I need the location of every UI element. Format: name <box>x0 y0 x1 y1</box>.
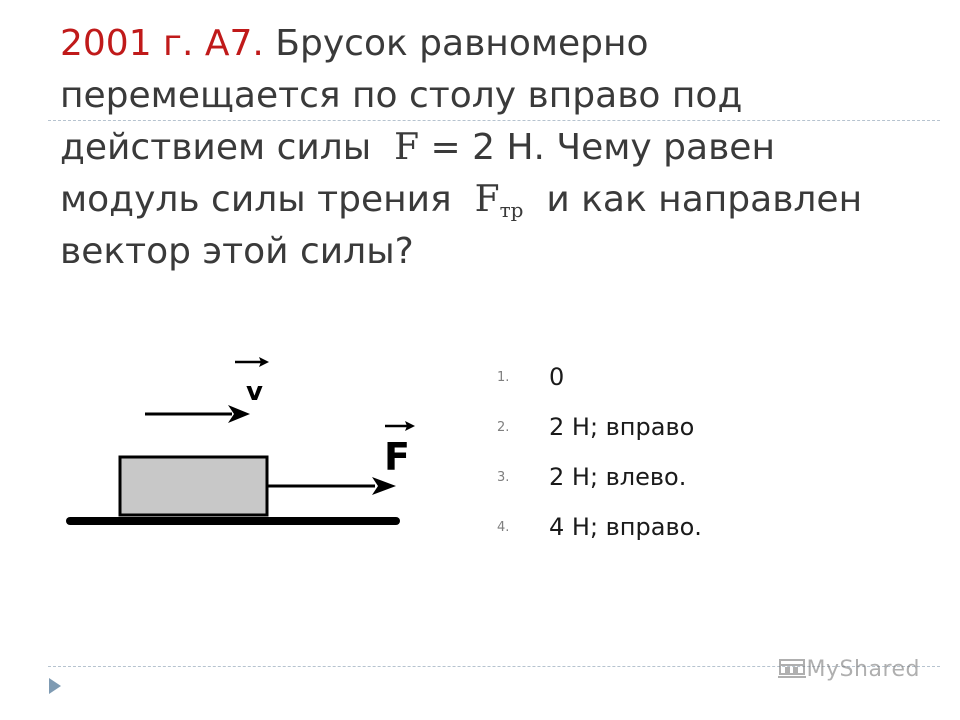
friction-subscript: тр <box>499 198 524 222</box>
physics-diagram <box>60 352 420 537</box>
velocity-vector-label <box>235 357 269 407</box>
question-prefix: 2001 г. А7. <box>60 23 264 64</box>
wooden-block <box>120 457 267 515</box>
answer-option[interactable] <box>497 352 702 402</box>
question-text <box>60 18 920 278</box>
watermark <box>777 656 920 682</box>
force-symbol: F <box>394 127 420 168</box>
force-arrow <box>268 477 396 495</box>
top-divider <box>48 120 940 121</box>
watermark-text: MyShared <box>806 656 920 682</box>
question-line-3 <box>60 122 920 174</box>
answer-text: 2 Н; влево. <box>549 463 687 491</box>
answer-option[interactable] <box>497 402 702 452</box>
velocity-arrow <box>145 405 250 423</box>
question-line-2: перемещается по столу вправо под <box>60 75 743 116</box>
answer-number: 2. <box>497 419 510 435</box>
answer-text: 2 Н; вправо <box>549 413 695 441</box>
question-line-1-text: Брусок равномерно <box>275 23 649 64</box>
answer-number: 1. <box>497 369 510 385</box>
question-line-4a: модуль силы трения <box>60 179 452 220</box>
answer-text: 0 <box>549 363 565 391</box>
force-vector-label <box>384 421 415 479</box>
question-line-3a: действием силы <box>60 127 372 168</box>
velocity-label: v <box>246 377 263 407</box>
friction-symbol: F <box>474 179 500 220</box>
question-line-4 <box>60 174 920 226</box>
question-line-3b: = 2 Н. Чему равен <box>430 127 775 168</box>
answer-number: 4. <box>497 519 510 535</box>
answer-list <box>497 352 702 552</box>
question-line-1 <box>60 18 920 70</box>
answer-number: 3. <box>497 469 510 485</box>
answer-option[interactable] <box>497 452 702 502</box>
question-line-5: вектор этой силы? <box>60 231 414 272</box>
answer-option[interactable] <box>497 502 702 552</box>
question-line-4b: и как направлен <box>546 179 863 220</box>
answer-text: 4 Н; вправо. <box>549 513 702 541</box>
triangle-right-icon[interactable] <box>48 677 62 695</box>
shop-icon <box>777 656 807 682</box>
force-label: F <box>384 435 410 479</box>
